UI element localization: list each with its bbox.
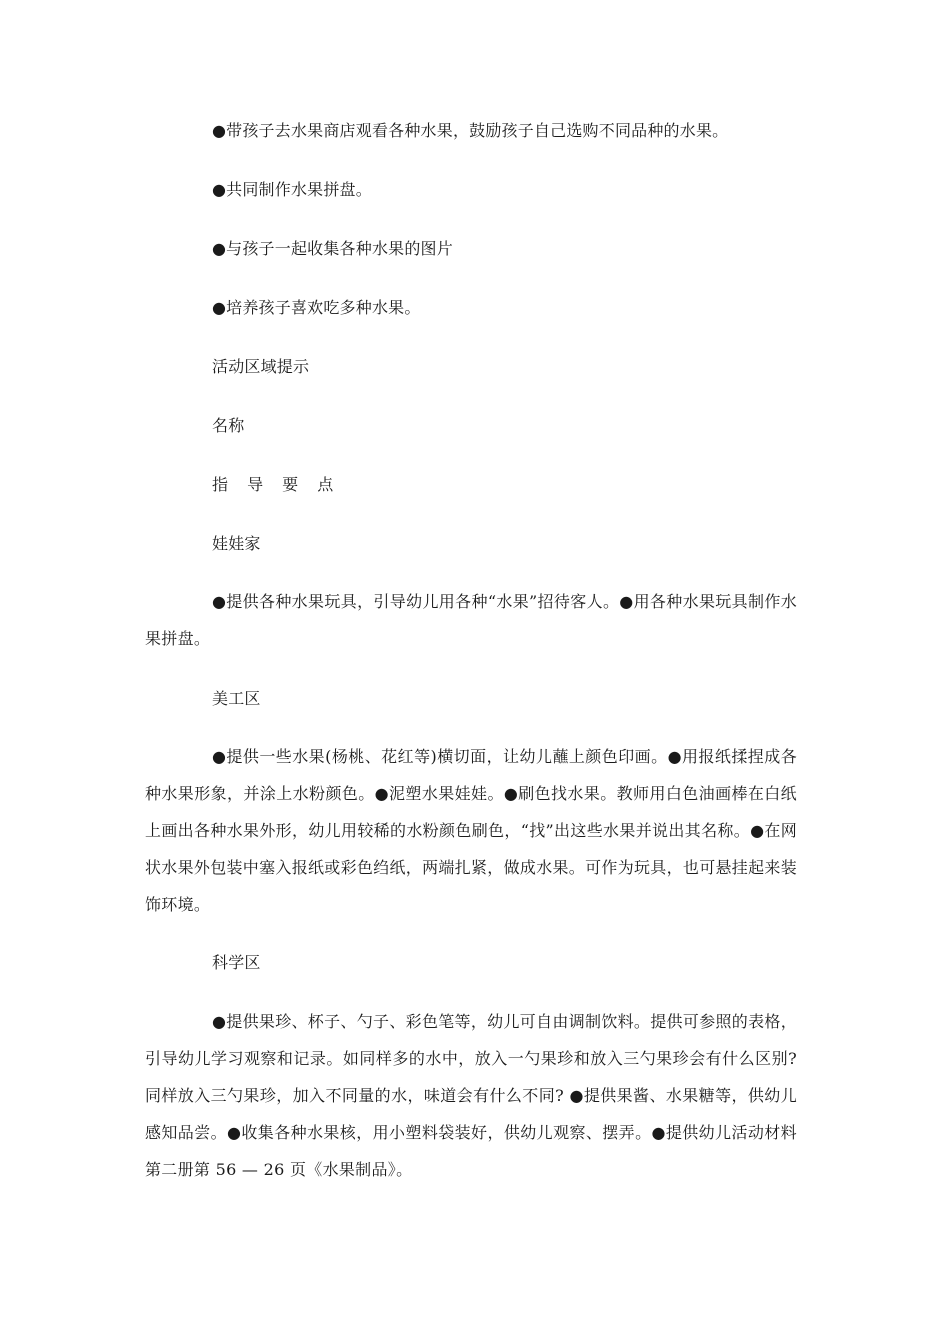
area-text-science: ●提供果珍、杯子、勺子、彩色笔等，幼儿可自由调制饮料。提供可参照的表格，引导幼儿学习观察和记录。如同样多的水中，放入一勺果珍和放入三勺果珍会有什么区别?同样放入三勺果珍，加入不同量的水，味道会有什么不同? ●提供果酱、水果糖等，供幼儿感知品尝。●收集各种水果核，用小塑料袋装好，供幼儿观察、摆弄。●提供幼儿活动材料第二册第 56 — 26 页《水果制品》。 xyxy=(145,1012,797,1179)
area-name-science: 科学区 xyxy=(212,953,261,972)
area-name-doll-house: 娃娃家 xyxy=(212,534,261,553)
area-name-art: 美工区 xyxy=(212,689,261,708)
bullet-item: ●共同制作水果拼盘。 xyxy=(212,180,372,199)
area-text-art: ●提供一些水果(杨桃、花红等)横切面，让幼儿蘸上颜色印画。●用报纸揉捏成各种水果形象，并涂上水粉颜色。●泥塑水果娃娃。●刷色找水果。教师用白色油画棒在白纸上画出各种水果外形，幼儿用较稀的水粉颜色刷色，“找”出这些水果并说出其名称。●在网状水果外包装中塞入报纸或彩色绉纸，两端扎紧，做成水果。可作为玩具，也可悬挂起来装饰环境。 xyxy=(145,747,798,914)
bullet-item: ●与孩子一起收集各种水果的图片 xyxy=(212,239,453,258)
section-title: 活动区域提示 xyxy=(212,357,310,376)
area-text-doll-house: ●提供各种水果玩具，引导幼儿用各种“水果”招待客人。●用各种水果玩具制作水果拼盘。 xyxy=(145,592,797,648)
bullet-item: ●带孩子去水果商店观看各种水果，鼓励孩子自己选购不同品种的水果。 xyxy=(212,121,729,140)
table-header-name: 名称 xyxy=(212,416,245,435)
table-header-guide: 指 导 要 点 xyxy=(212,475,341,494)
bullet-item: ●培养孩子喜欢吃多种水果。 xyxy=(212,298,421,317)
